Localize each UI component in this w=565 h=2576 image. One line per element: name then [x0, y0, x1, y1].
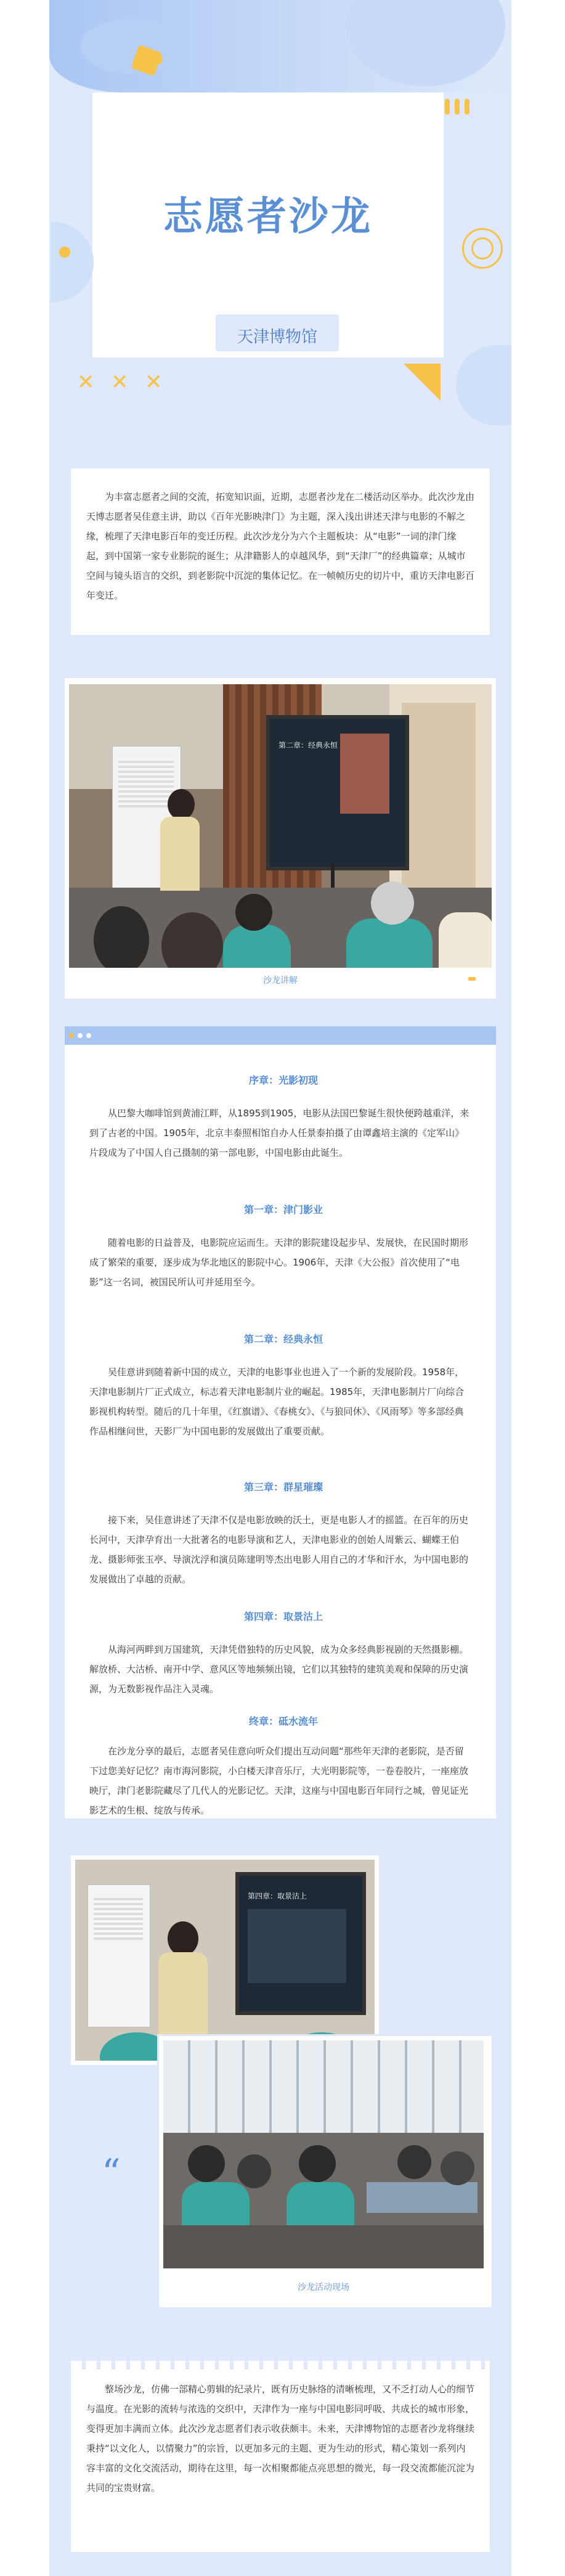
lecture-photo	[69, 684, 492, 968]
screen-title: 第四章：取景沽上	[248, 1892, 307, 1900]
chapter-text: 从海河两畔到万国建筑，天津凭借独特的历史风貌，成为众多经典影视剧的天然摄影棚。解放桥、大沽桥、南开中学、意风区等地频频出镜，它们以其独特的建筑美观和保障的历史演源，为无数影视作品注入灵魂。	[89, 1644, 469, 1695]
left-dot-decoration	[59, 247, 70, 258]
caption-arrow-icon	[468, 977, 476, 981]
chapter-text: 随着电影的日益普及，电影院应运而生。天津的影院建设起步早、发展快，在民国时期形成了繁荣的重要，逐步成为华北地区的影院中心。1906年，天津《大公报》首次使用了“电影”这一名词，被国民所认可并延用至今。	[89, 1237, 469, 1288]
chapter-title: 序章：光影初现	[248, 1074, 318, 1086]
photo1-caption: 沙龙讲解	[263, 976, 298, 986]
x-decoration: ✕	[77, 370, 95, 395]
window-dot-icon	[86, 1033, 91, 1038]
intro-text: 为丰富志愿者之间的交流，拓宽知识面，近期，志愿者沙龙在二楼活动区举办。此次沙龙由天博志愿者吴佳意主讲，助以《百年光影映津门》为主题，深入浅出讲述天津与电影的不解之缘，梳理了天津电影百年的变迁历程。此次沙龙分为六个主题板块：从“电影”一词的津门缘起，到中国第一家专业影院的诞生；从津籍影人的卓越风华，到“天津厂”的经典篇章；从城市空间与镜头语言的交织，到老影院中沉淀的集体记忆。在一帧帧历史的切片中，重访天津电影百年变迁。	[86, 491, 475, 601]
closing-text: 整场沙龙，仿佛一部精心剪辑的纪录片，既有历史脉络的清晰梳理，又不乏打动人心的细节与温度。在光影的流转与浓选的交织中，天津作为一座与中国电影同呼吸、共成长的城市形象，变得更加丰满而立体。此次沙龙志愿者们表示收获颇丰。未来，天津博物馆的志愿者沙龙将继续秉持“以文化人，以情聚力”的宗旨，以更加多元的主题、更为生动的形式，精心策划一系列内容丰富的文化交流活动，期待在这里，每一次相聚都能点亮思想的微光，每一段交流都能沉淀为共同的宝贵财富。	[86, 2384, 475, 2493]
chapter-text: 从巴黎大咖啡馆到黄浦江畔，从1895到1905，电影从法国巴黎诞生很快便跨越重洋，来到了古老的中国。1905年，北京丰泰照相馆自办人任景泰拍摄了由谭鑫培主演的《定军山》片段成为了中国人自己摄制的第一部电影，中国电影由此诞生。	[89, 1108, 469, 1158]
chapter-text: 接下来，吴佳意讲述了天津不仅是电影放映的沃土，更是电影人才的摇篮。在百年的历史长河中，天津孕育出一大批著名的电影导演和艺人，天津电影业的创始人周紫云、蝴蝶王伯龙、摄影师张玉亭、导演沈浮和演员陈建明等杰出电影人用自己的才华和汗水，为中国电影的发展做出了卓越的贡献。	[89, 1515, 469, 1585]
chapter-title: 第一章：津门影业	[243, 1204, 323, 1216]
window-dot-icon	[78, 1033, 83, 1038]
window-dot-icon	[69, 1033, 74, 1038]
x-decoration: ✕	[111, 370, 129, 395]
subtitle-text: 天津博物馆	[237, 328, 317, 346]
ring-decoration	[471, 237, 494, 260]
chapter-title: 第三章：群星璀璨	[243, 1481, 323, 1493]
yellow-corner-decoration	[404, 364, 441, 401]
closing-card-top-edge	[71, 2361, 490, 2370]
chapters-card-header	[65, 1026, 496, 1045]
audience-photo	[163, 2040, 484, 2268]
x-decoration: ✕	[145, 370, 163, 395]
chapter-title: 终章：砥水流年	[248, 1715, 318, 1727]
chapter-title: 第四章：取景沽上	[243, 1611, 323, 1622]
photo3-caption: 沙龙活动现场	[298, 2283, 349, 2292]
speaker-photo	[75, 1860, 375, 2061]
screen-title: 第二章：经典永恒	[278, 741, 338, 750]
chapter-text: 在沙龙分享的最后，志愿者吴佳意向听众们提出互动问题“那些年天津的老影院，是否留下过您美好记忆？南市海河影院，小白楼天津音乐厅，大光明影院等，一卷卷胶片，一座座放映厅，津门老影院藏尽了几代人的光影记忆。天津，这座与中国电影百年同行之城，曾见证光影艺术的生根、绽放与传承。	[89, 1746, 469, 1816]
chapter-text: 吴佳意讲到随着新中国的成立，天津的电影事业也进入了一个新的发展阶段。1958年，天津电影制片厂正式成立，标志着天津电影制片业的崛起。1985年，天津电影制片厂向综合影视机构转型。随后的几十年里，《红旗谱》、《春桃女》、《与狼同休》、《风雨琴》等多部经典作品相继问世，天影厂为中国电影的发展做出了重要贡献。	[89, 1367, 465, 1437]
chapter-title: 第二章：经典永恒	[243, 1333, 323, 1345]
quote-icon: “	[102, 2151, 121, 2194]
page-title: 志愿者沙龙	[163, 194, 373, 240]
